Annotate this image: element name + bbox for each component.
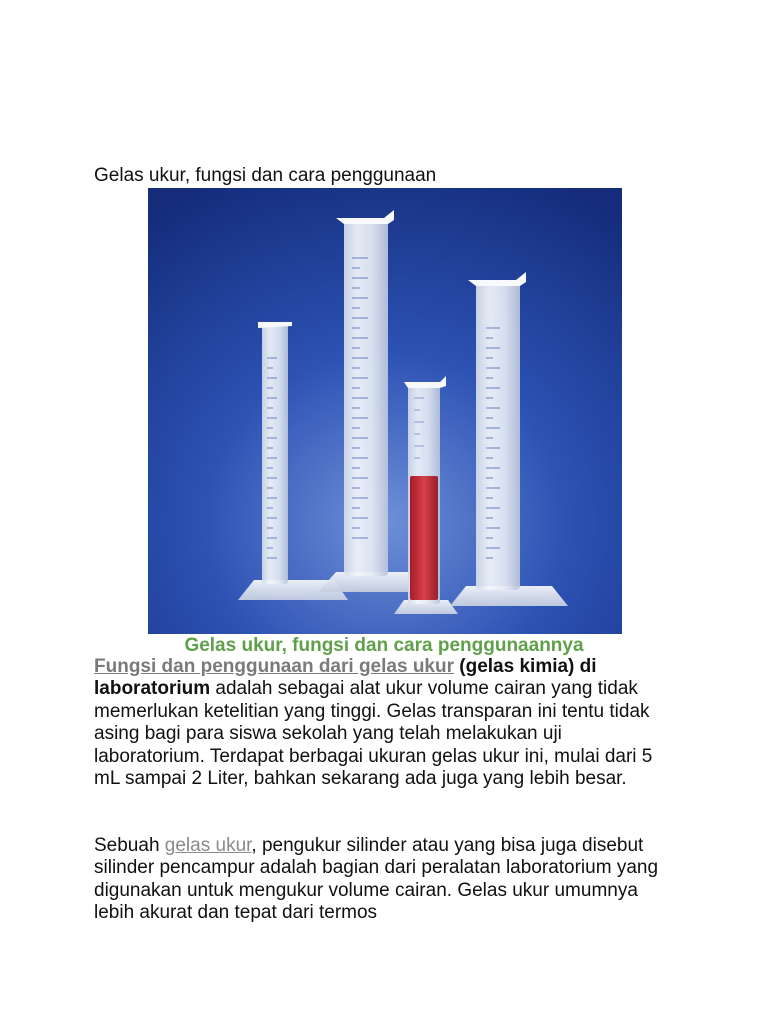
paragraph-1-body: adalah sebagai alat ukur volume cairan yang tidak memerlukan ketelitian yang tinggi. Gelas transparan ini tentu tidak asing bagi para siswa sekolah yang telah melakukan uji laboratorium. Terdapat berbagai ukuran gelas ukur ini, mulai dari 5 mL sampai 2 Liter, bahkan sekarang ada juga yang lebih besar. bbox=[94, 678, 653, 790]
image-caption: Gelas ukur, fungsi dan cara penggunaannya bbox=[184, 635, 584, 656]
paragraph-1 bbox=[94, 656, 674, 790]
paragraph-2-lead: Sebuah bbox=[94, 835, 165, 856]
graduated-cylinders-photo bbox=[148, 188, 622, 634]
link-gelas-ukur[interactable]: gelas ukur bbox=[164, 835, 252, 856]
paragraph-2 bbox=[94, 835, 674, 925]
document-title: Gelas ukur, fungsi dan cara penggunaan bbox=[94, 165, 437, 186]
link-fungsi-gelas-ukur[interactable]: Fungsi dan penggunaan dari gelas ukur bbox=[94, 656, 454, 677]
bold-text-laboratorium: (gelas kimia) di laboratorium bbox=[94, 656, 597, 700]
paragraph-2-body: , pengukur silinder atau yang bisa juga disebut silinder pencampur adalah bagian dari peralatan laboratorium yang digunakan untuk mengukur volume cairan. Gelas ukur umumnya lebih akurat dan tepat dari termos bbox=[94, 835, 659, 924]
